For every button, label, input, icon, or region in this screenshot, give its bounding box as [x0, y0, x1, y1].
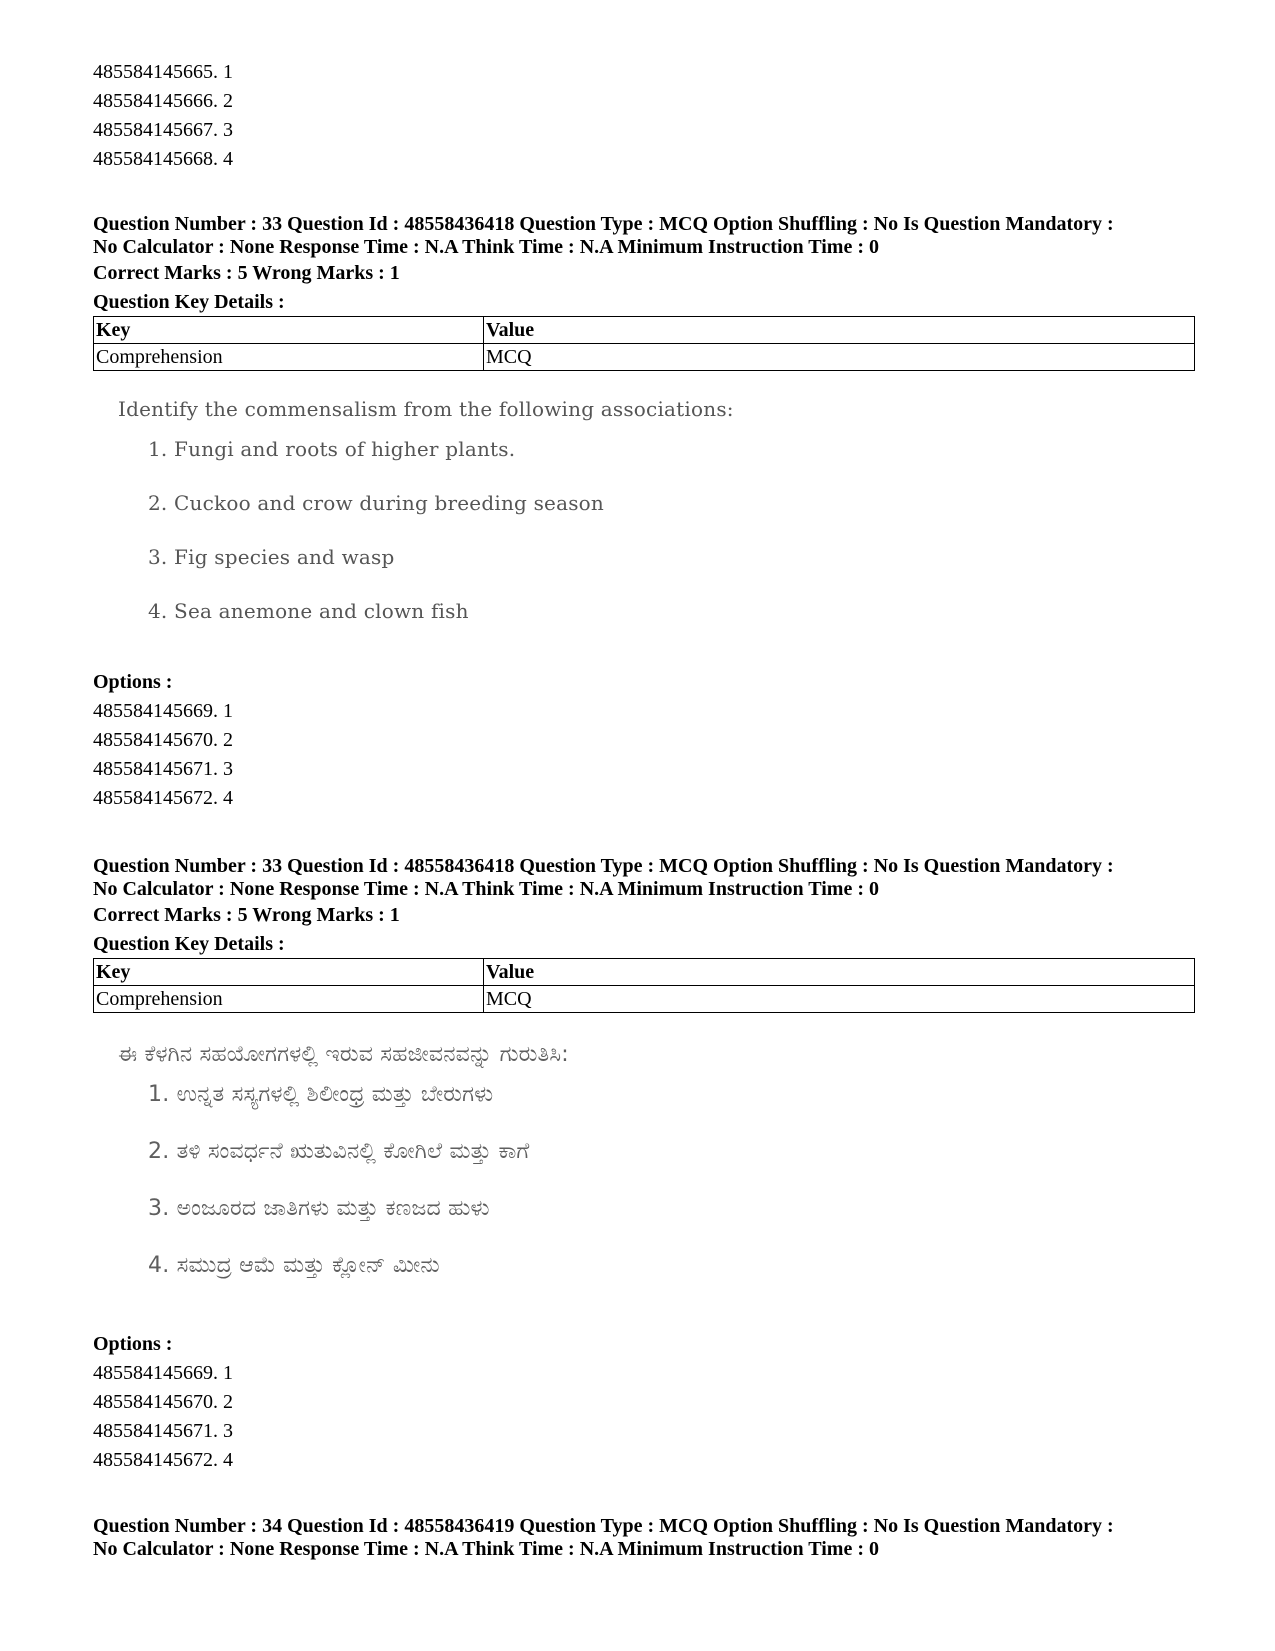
- option-item: 485584145669. 1: [93, 700, 233, 722]
- question-text-image: [118, 396, 734, 652]
- option-item: 485584145672. 4: [93, 787, 233, 809]
- value-header: Value: [484, 959, 1195, 986]
- key-header: Key: [94, 959, 484, 986]
- question-header-line2: No Calculator : None Response Time : N.A Think Time : N.A Minimum Instruction Time : 0: [93, 236, 879, 258]
- options-section: [93, 1330, 233, 1475]
- question-text-image: [118, 1040, 569, 1308]
- question-header-line1: Question Number : 33 Question Id : 48558436418 Question Type : MCQ Option Shuffling : No Is Question Mandatory :: [93, 213, 1114, 235]
- question-item: 4. ಸಮುದ್ರ ಆಮೆ ಮತ್ತು ಕ್ಲೋನ್ ಮೀನು: [148, 1253, 440, 1278]
- question-header-line2: No Calculator : None Response Time : N.A Think Time : N.A Minimum Instruction Time : 0: [93, 878, 879, 900]
- option-item: 485584145670. 2: [93, 1391, 233, 1413]
- question-header: [93, 213, 1203, 259]
- question-header: [93, 855, 1203, 901]
- option-item: 485584145670. 2: [93, 729, 233, 751]
- question-header-line1: Question Number : 33 Question Id : 48558436418 Question Type : MCQ Option Shuffling : No Is Question Mandatory :: [93, 855, 1114, 877]
- option-item: 485584145665. 1: [93, 61, 233, 83]
- question-item: 1. ಉನ್ನತ ಸಸ್ಯಗಳಲ್ಲಿ ಶಿಲೀಂಧ್ರ ಮತ್ತು ಬೇರುಗಳು: [148, 1082, 494, 1107]
- options-section: [93, 668, 233, 813]
- option-item: 485584145668. 4: [93, 148, 233, 170]
- question-key-table: [93, 316, 1195, 371]
- table-row: [94, 986, 1195, 1013]
- question-stem: Identify the commensalism from the following associations:: [118, 397, 734, 421]
- question-item: 3. Fig species and wasp: [148, 545, 395, 569]
- question-stem: ಈ ಕೆಳಗಿನ ಸಹಯೋಗಗಳಲ್ಲಿ ಇರುವ ಸಹಜೀವನವನ್ನು ಗುರುತಿಸಿ:: [118, 1042, 569, 1067]
- table-row: [94, 344, 1195, 371]
- option-item: 485584145669. 1: [93, 1362, 233, 1384]
- key-header: Key: [94, 317, 484, 344]
- key-cell: Comprehension: [94, 986, 484, 1013]
- marks-line: Correct Marks : 5 Wrong Marks : 1: [93, 904, 400, 926]
- question-item: 2. ತಳಿ ಸಂವರ್ಧನೆ ಋತುವಿನಲ್ಲಿ ಕೋಗಿಲೆ ಮತ್ತು ಕಾಗೆ: [148, 1139, 530, 1164]
- question-header: [93, 1515, 1203, 1561]
- question-key-table: [93, 958, 1195, 1013]
- value-cell: MCQ: [484, 986, 1195, 1013]
- marks-section: [93, 901, 400, 959]
- key-details-label: Question Key Details :: [93, 933, 285, 955]
- options-label: Options :: [93, 671, 173, 693]
- question-item: 2. Cuckoo and crow during breeding season: [148, 491, 604, 515]
- question-header-line2: No Calculator : None Response Time : N.A Think Time : N.A Minimum Instruction Time : 0: [93, 1538, 879, 1560]
- question-item: 1. Fungi and roots of higher plants.: [148, 437, 516, 461]
- question-item: 4. Sea anemone and clown fish: [148, 599, 469, 623]
- option-item: 485584145671. 3: [93, 758, 233, 780]
- value-header: Value: [484, 317, 1195, 344]
- question-item: 3. ಅಂಜೂರದ ಜಾತಿಗಳು ಮತ್ತು ಕಣಜದ ಹುಳು: [148, 1196, 490, 1221]
- question-header-line1: Question Number : 34 Question Id : 48558436419 Question Type : MCQ Option Shuffling : No Is Question Mandatory :: [93, 1515, 1114, 1537]
- previous-options-list: [93, 58, 233, 174]
- table-header-row: [94, 959, 1195, 986]
- option-item: 485584145672. 4: [93, 1449, 233, 1471]
- value-cell: MCQ: [484, 344, 1195, 371]
- option-item: 485584145671. 3: [93, 1420, 233, 1442]
- options-label: Options :: [93, 1333, 173, 1355]
- option-item: 485584145666. 2: [93, 90, 233, 112]
- key-cell: Comprehension: [94, 344, 484, 371]
- marks-section: [93, 259, 400, 317]
- key-details-label: Question Key Details :: [93, 291, 285, 313]
- marks-line: Correct Marks : 5 Wrong Marks : 1: [93, 262, 400, 284]
- table-header-row: [94, 317, 1195, 344]
- option-item: 485584145667. 3: [93, 119, 233, 141]
